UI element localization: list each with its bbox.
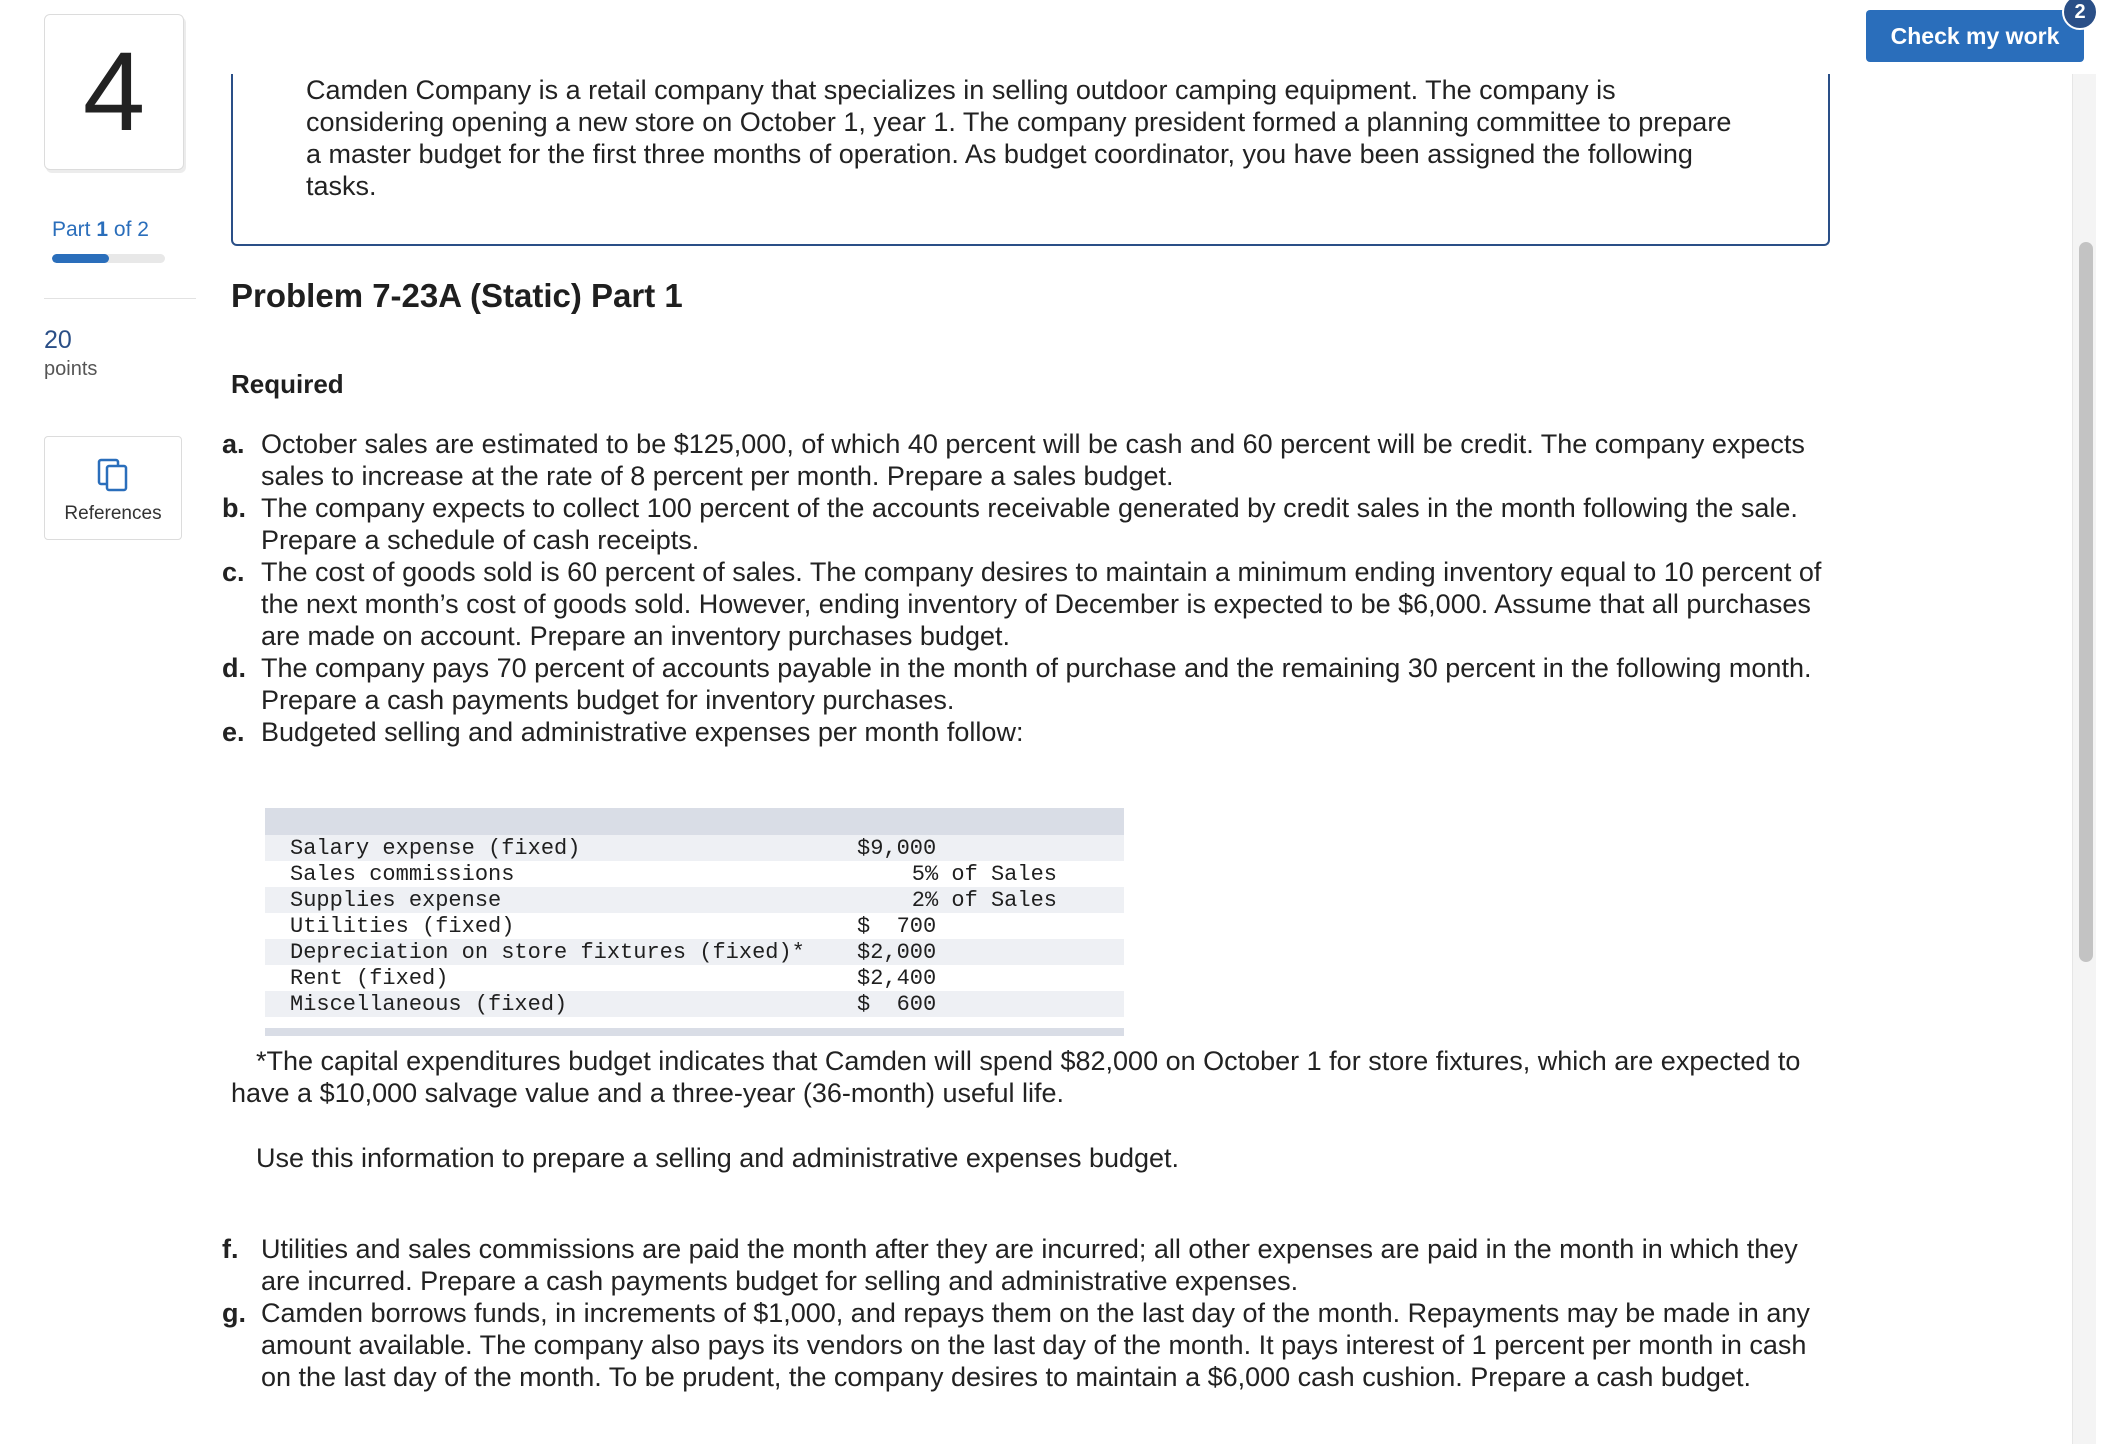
- question-number-card: [44, 14, 184, 170]
- table-row: [265, 835, 1124, 861]
- part-progress-fill: [52, 254, 109, 263]
- requirement-item: [222, 1297, 1842, 1393]
- table-row: [265, 965, 1124, 991]
- table-row: [265, 939, 1124, 965]
- requirement-letter: f.: [222, 1234, 239, 1264]
- requirement-letter: c.: [222, 557, 245, 587]
- expense-label: Rent (fixed): [290, 965, 449, 991]
- requirement-item: [222, 1233, 1842, 1297]
- documents-icon: [96, 457, 130, 493]
- expense-label: Sales commissions: [290, 861, 515, 887]
- attempts-badge: 2: [2062, 0, 2098, 30]
- table-row: [265, 887, 1124, 913]
- requirement-text: Utilities and sales commissions are paid the month after they are incurred; all other expenses are paid in the month in which they are incurred. Prepare a cash payments budget for selling and administrative expenses.: [261, 1234, 1798, 1296]
- requirement-text: The cost of goods sold is 60 percent of sales. The company desires to maintain a minimum ending inventory equal to 10 percent of the next month’s cost of goods sold. However, ending inventory of December is expected to be $6,000. Assume that all purchases are made on account. Prepare an inventory purchases budget.: [261, 557, 1822, 651]
- check-my-work-label: Check my work: [1890, 22, 2060, 49]
- expense-label: Miscellaneous (fixed): [290, 991, 568, 1017]
- table-row: [265, 991, 1124, 1017]
- references-label: References: [64, 503, 162, 524]
- expense-value: $9,000: [857, 835, 937, 861]
- requirement-item: [222, 652, 1842, 716]
- expense-value: $ 700: [857, 913, 937, 939]
- intro-box: [231, 74, 1830, 246]
- requirement-text: Camden borrows funds, in increments of $1,000, and repays them on the last day of the month. Repayments may be made in any amount available. The company also pays its vendors on the last day of the month. It pays interest of 1 percent per month in cash on the last day of the month. To be prudent, the company desires to maintain a $6,000 cash cushion. Prepare a cash budget.: [261, 1298, 1810, 1392]
- requirement-text: The company expects to collect 100 percent of the accounts receivable generated by credit sales in the month following the sale. Prepare a schedule of cash receipts.: [261, 493, 1798, 555]
- requirement-item: [222, 428, 1842, 492]
- requirement-letter: a.: [222, 429, 245, 459]
- scrollbar-thumb[interactable]: [2079, 242, 2093, 962]
- references-button[interactable]: [44, 436, 182, 540]
- expense-value: $ 600: [857, 991, 937, 1017]
- points-label: points: [44, 358, 98, 380]
- expense-value: $2,400: [857, 965, 937, 991]
- check-my-work-button[interactable]: [1866, 10, 2084, 62]
- footnote: *The capital expenditures budget indicates that Camden will spend $82,000 on October 1 for store fixtures, which are expected to have a $10,000 salvage value and a three-year (36-month) useful life.: [231, 1046, 1801, 1108]
- expense-value: $2,000: [857, 939, 937, 965]
- instruction-text: Use this information to prepare a selling and administrative expenses budget.: [256, 1143, 1180, 1173]
- problem-title: Problem 7-23A (Static) Part 1: [231, 277, 683, 314]
- requirements-list-2: [222, 1233, 1842, 1393]
- requirement-text: October sales are estimated to be $125,000, of which 40 percent will be cash and 60 percent will be credit. The company expects sales to increase at the rate of 8 percent per month. Prepare a sales budget.: [261, 429, 1805, 491]
- requirement-item: [222, 716, 1842, 748]
- question-number: 4: [82, 29, 146, 154]
- points-value: 20: [44, 326, 72, 354]
- required-heading: Required: [231, 369, 344, 399]
- requirement-letter: g.: [222, 1298, 246, 1328]
- requirement-letter: e.: [222, 717, 245, 747]
- requirement-item: [222, 556, 1842, 652]
- part-progress-bar: [52, 254, 165, 263]
- table-row: [265, 913, 1124, 939]
- rail-divider: [44, 298, 196, 299]
- expense-value: 2% of Sales: [911, 887, 1057, 913]
- part-indicator: [52, 218, 149, 242]
- expense-label: Utilities (fixed): [290, 913, 515, 939]
- expense-label: Supplies expense: [290, 887, 502, 913]
- requirement-letter: d.: [222, 653, 246, 683]
- table-footer-bar: [265, 1028, 1124, 1036]
- part-prefix: Part: [52, 218, 91, 241]
- expense-label: Salary expense (fixed): [290, 835, 581, 861]
- requirements-list-1: [222, 428, 1842, 748]
- requirement-text: Budgeted selling and administrative expenses per month follow:: [261, 717, 1024, 747]
- expense-value: 5% of Sales: [911, 861, 1057, 887]
- expenses-table: [265, 808, 1124, 1036]
- table-row: [265, 861, 1124, 887]
- requirement-letter: b.: [222, 493, 246, 523]
- part-current: 1: [96, 218, 109, 241]
- part-suffix: of 2: [113, 218, 149, 241]
- requirement-item: [222, 492, 1842, 556]
- requirement-text: The company pays 70 percent of accounts payable in the month of purchase and the remaining 30 percent in the following month. Prepare a cash payments budget for inventory purchases.: [261, 653, 1812, 715]
- intro-text: Camden Company is a retail company that specializes in selling outdoor camping equipment. The company is considering opening a new store on October 1, year 1. The company president formed a planning committee to prepare a master budget for the first three months of operation. As budget coordinator, you have been assigned the following tasks.: [306, 75, 1732, 201]
- table-header-bar: [265, 808, 1124, 835]
- expense-label: Depreciation on store fixtures (fixed)*: [290, 939, 805, 965]
